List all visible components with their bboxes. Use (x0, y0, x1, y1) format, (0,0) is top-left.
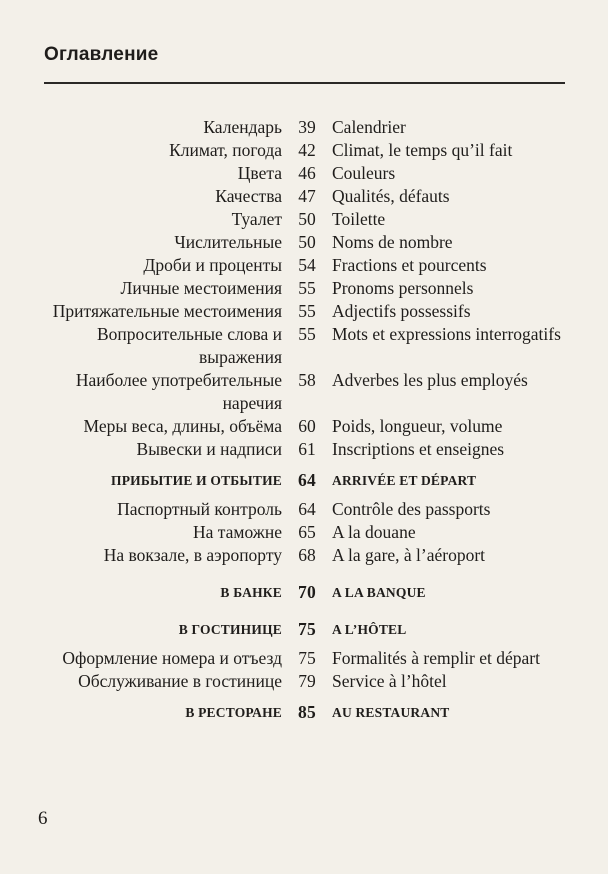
toc-russian-title: Обслуживание в гостинице (78, 671, 282, 691)
toc-section-row (0, 581, 608, 604)
toc-row (0, 498, 608, 521)
toc-row (0, 438, 608, 461)
toc-russian-title: Качества (215, 186, 282, 206)
toc-section-row (0, 618, 608, 641)
toc-row (0, 116, 608, 139)
toc-french-title: Contrôle des passports (332, 499, 491, 519)
toc-page-number: 39 (298, 117, 316, 137)
toc-row (0, 647, 608, 670)
toc-russian-title: Притяжательные местоимения (52, 301, 282, 321)
toc-page-number: 46 (298, 163, 316, 183)
toc-french-title: Poids, longueur, volume (332, 416, 503, 436)
toc-page-number: 60 (298, 416, 316, 436)
toc-russian-title: Вопросительные слова и выражения (96, 324, 282, 367)
toc-row (0, 254, 608, 277)
toc-row (0, 162, 608, 185)
toc-page-number: 50 (298, 209, 316, 229)
toc-russian-title: Меры веса, длины, объёма (83, 416, 282, 436)
toc-french-title: A la gare, à l’aéroport (332, 545, 486, 565)
toc-row (0, 300, 608, 323)
toc-page-number: 50 (298, 232, 316, 252)
toc-page-number: 58 (298, 370, 316, 390)
toc-page-number: 64 (298, 470, 316, 490)
toc-row (0, 369, 608, 415)
toc-row (0, 415, 608, 438)
toc-page-number: 54 (298, 255, 316, 275)
toc-section-row (0, 701, 608, 724)
toc-page-number: 55 (298, 324, 316, 344)
toc-page-number: 68 (298, 545, 316, 565)
toc-russian-title: На вокзале, в аэропорту (103, 545, 282, 565)
toc-french-title: Adjectifs possessifs (332, 301, 471, 321)
toc-french-title: A LA BANQUE (332, 585, 426, 600)
toc-french-title: Formalités à remplir et départ (332, 648, 540, 668)
toc-russian-title: Цвета (237, 163, 282, 183)
toc-russian-title: В РЕСТОРАНЕ (185, 705, 282, 720)
toc-row (0, 139, 608, 162)
toc-french-title: Adverbes les plus employés (332, 370, 528, 390)
toc-french-title: ARRIVÉE ET DÉPART (332, 473, 477, 488)
toc-russian-title: Климат, погода (169, 140, 282, 160)
toc-page-number: 64 (298, 499, 316, 519)
toc-russian-title: ПРИБЫТИЕ И ОТБЫТИЕ (111, 473, 282, 488)
toc-french-title: A L’HÔTEL (332, 622, 407, 637)
toc-french-title: Mots et expressions interrogatifs (332, 324, 561, 344)
toc-page-number: 42 (298, 140, 316, 160)
toc-french-title: A la douane (332, 522, 416, 542)
toc-french-title: Qualités, défauts (332, 186, 450, 206)
toc-russian-title: В БАНКЕ (220, 585, 282, 600)
page-title: Оглавление (44, 44, 159, 65)
toc-page-number: 55 (298, 278, 316, 298)
title-divider (44, 82, 565, 84)
toc-row (0, 323, 608, 369)
toc-row (0, 277, 608, 300)
toc-russian-title: Числительные (174, 232, 282, 252)
toc-russian-title: На таможне (192, 522, 282, 542)
toc-french-title: Noms de nombre (332, 232, 453, 252)
toc-page-number: 55 (298, 301, 316, 321)
toc-russian-title: Дроби и проценты (143, 255, 282, 275)
toc-russian-title: Наиболее употребительные наречия (75, 370, 282, 413)
toc-french-title: AU RESTAURANT (332, 705, 450, 720)
toc-row (0, 185, 608, 208)
toc-french-title: Inscriptions et enseignes (332, 439, 505, 459)
toc-french-title: Fractions et pourcents (332, 255, 487, 275)
toc-page-number: 47 (298, 186, 316, 206)
toc-section-row (0, 469, 608, 492)
toc-french-title: Toilette (332, 209, 386, 229)
toc-row (0, 670, 608, 693)
toc-page-number: 65 (298, 522, 316, 542)
toc-russian-title: Паспортный контроль (117, 499, 282, 519)
toc-french-title: Service à l’hôtel (332, 671, 447, 691)
toc-russian-title: Вывески и надписи (136, 439, 282, 459)
toc-russian-title: Оформление номера и отъезд (62, 648, 282, 668)
toc-page-number: 70 (298, 582, 316, 602)
toc-row (0, 208, 608, 231)
toc-russian-title: В ГОСТИНИЦЕ (178, 622, 282, 637)
toc-row (0, 231, 608, 254)
toc-page-number: 79 (298, 671, 316, 691)
table-of-contents (0, 116, 608, 730)
toc-page-number: 61 (298, 439, 316, 459)
toc-french-title: Pronoms personnels (332, 278, 474, 298)
toc-french-title: Calendrier (332, 117, 406, 137)
toc-russian-title: Календарь (203, 117, 282, 137)
toc-row (0, 544, 608, 567)
toc-page-number: 75 (298, 648, 316, 668)
toc-page-number: 75 (298, 619, 316, 639)
toc-french-title: Couleurs (332, 163, 396, 183)
toc-row (0, 521, 608, 544)
toc-russian-title: Личные местоимения (120, 278, 282, 298)
toc-russian-title: Туалет (231, 209, 282, 229)
page-number: 6 (38, 808, 48, 829)
toc-page-number: 85 (298, 702, 316, 722)
toc-french-title: Climat, le temps qu’il fait (332, 140, 513, 160)
